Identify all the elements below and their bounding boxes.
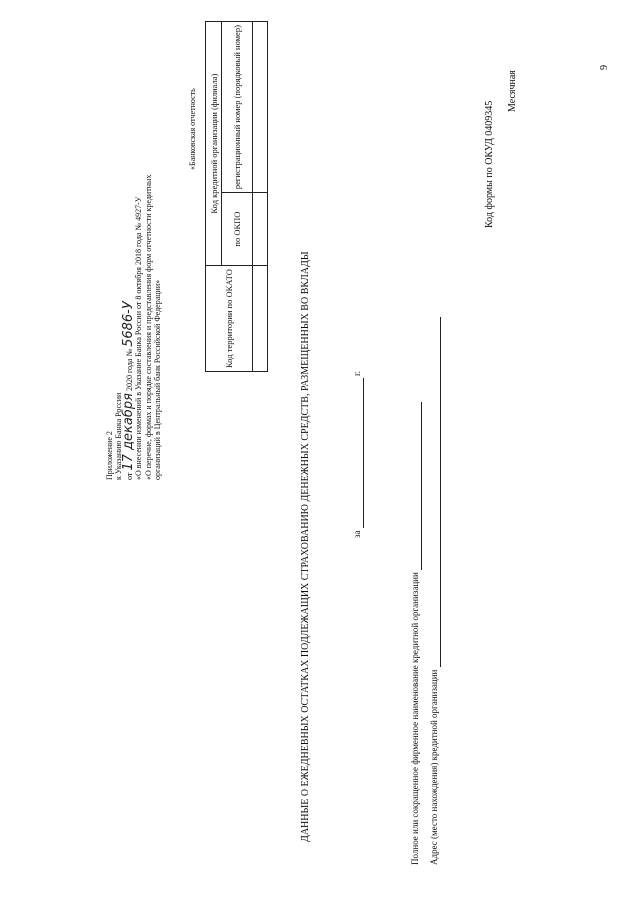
period-blank bbox=[352, 378, 364, 528]
appendix-amendment: «О внесении изменений в Указание Банка России от 8 октября 2018 года № 4927-У bbox=[134, 196, 144, 480]
appendix-recipient: организаций в Центральный банк Российской Федерации» bbox=[153, 279, 163, 480]
organization-address-blank bbox=[429, 317, 441, 667]
okpo-header: по ОКПО bbox=[222, 193, 253, 266]
territory-code-cell bbox=[253, 266, 268, 372]
handwritten-number: 5686-У bbox=[120, 301, 136, 347]
organization-address-label: Адрес (место нахождения) кредитной организации bbox=[429, 669, 439, 865]
page-number: 9 bbox=[599, 65, 610, 70]
appendix-scope: «О перечне, формах и порядке составления и представления форм отчетности кредитных bbox=[143, 174, 153, 480]
codes-table-wrapper bbox=[205, 21, 268, 372]
codes-table bbox=[205, 21, 268, 372]
territory-code-header: Код территории по ОКАТО bbox=[206, 266, 253, 372]
reg-number-cell bbox=[253, 22, 268, 193]
okpo-cell bbox=[253, 193, 268, 266]
appendix-block bbox=[105, 175, 162, 480]
bank-reporting-label: «Банковская отчетность bbox=[188, 88, 197, 170]
org-code-header: Код кредитной организации (филиала) bbox=[206, 22, 222, 266]
periodicity: Месячная bbox=[507, 70, 518, 112]
reg-number-header: регистрационный номер (порядковый номер) bbox=[222, 22, 253, 193]
organization-name-line bbox=[410, 402, 422, 865]
reporting-period: за г. bbox=[352, 371, 362, 538]
form-code: Код формы по ОКУД 0409345 bbox=[484, 100, 495, 228]
appendix-date-line: от 17 декабря 2020 года № 5686-У bbox=[120, 301, 136, 480]
organization-name-label: Полное или сокращенное фирменное наименование кредитной организации bbox=[410, 572, 420, 865]
main-title: ДАННЫЕ О ЕЖЕДНЕВНЫХ ОСТАТКАХ ПОДЛЕЖАЩИХ СТРАХОВАНИЮ ДЕНЕЖНЫХ СРЕДСТВ, РАЗМЕЩЕННЫХ ВО ВКЛАДЫ bbox=[300, 251, 311, 842]
appendix-title: Приложение 2 bbox=[105, 431, 114, 480]
appendix-reference: к Указанию Банка России bbox=[114, 392, 124, 480]
organization-name-blank bbox=[410, 402, 422, 570]
handwritten-date: 17 декабря bbox=[120, 393, 136, 471]
organization-address-line bbox=[429, 317, 441, 865]
